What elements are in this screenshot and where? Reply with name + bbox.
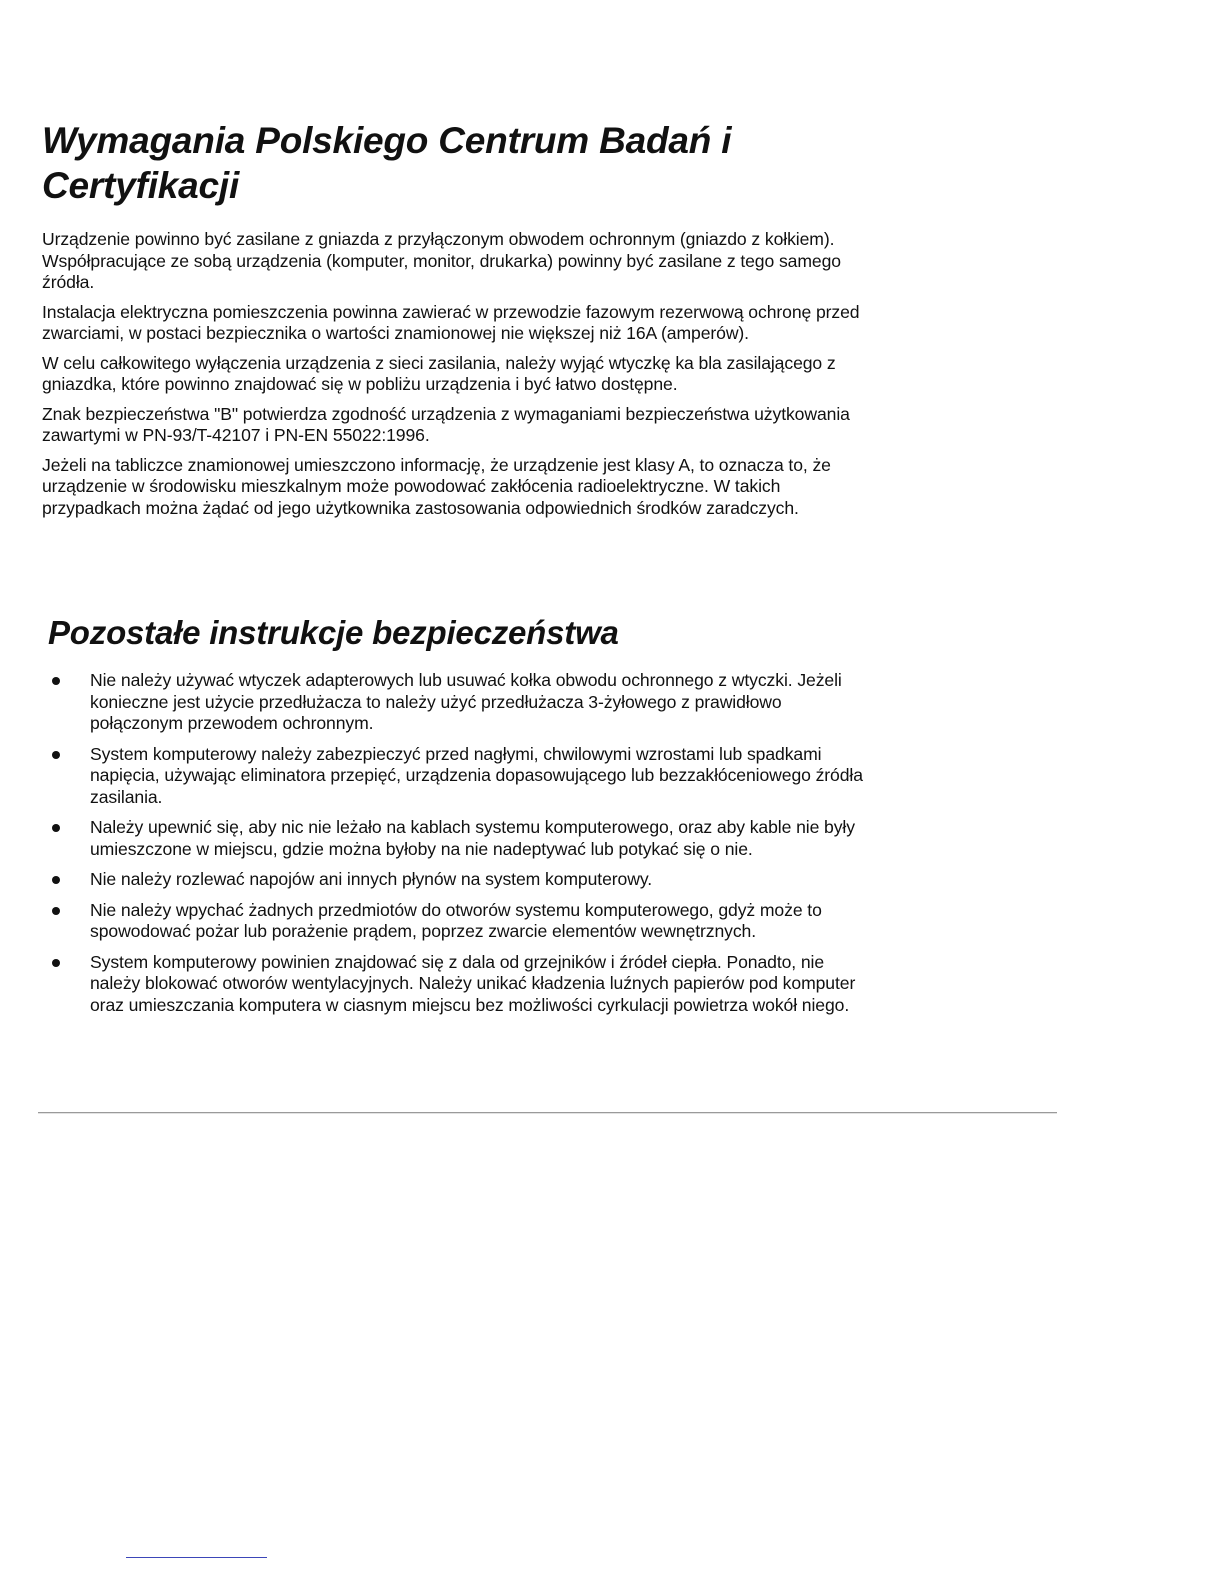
paragraph-power-disconnect: W celu całkowitego wyłączenia urządzenia z sieci zasilania, należy wyjąć wtyczkę ka bla zasilającego z gniazdka, które powinno znajdować się w pobliżu urządzenia i być łatwo dostępne.: [42, 352, 836, 394]
list-item-text: Należy upewnić się, aby nic nie leżało na kablach systemu komputerowego, oraz aby kable nie były umieszczone w miejscu, gdzie można byłoby na nie nadeptywać lub potykać się o nie.: [90, 817, 855, 859]
paragraph-safety-mark: Znak bezpieczeństwa "B" potwierdza zgodność urządzenia z wymaganiami bezpieczeństwa użytkowania zawartymi w PN-93/T-42107 i PN-EN 55022:1996.: [42, 403, 850, 445]
list-item: [48, 952, 868, 1017]
paragraph-grounded-socket: Urządzenie powinno być zasilane z gniazda z przyłączonym obwodem ochronnym (gniazdo z kołkiem). Współpracujące ze sobą urządzenia (komputer, monitor, drukarka) powinny być zasilane z tego samego źródła.: [42, 229, 841, 292]
list-item: [48, 744, 868, 809]
bullet-icon: [52, 824, 60, 832]
horizontal-divider: [38, 1112, 1057, 1114]
list-item: [48, 869, 868, 891]
section-title-pcbc: Wymagania Polskiego Centrum Badań i Certyfikacji: [42, 120, 732, 206]
bullet-icon: [52, 907, 60, 915]
list-item: [48, 817, 868, 860]
bullet-icon: [52, 677, 60, 685]
pcbc-requirements-text: [42, 229, 862, 527]
paragraph-class-a-notice: Jeżeli na tabliczce znamionowej umieszczono informację, że urządzenie jest klasy A, to oznacza to, że urządzenie w środowisku mieszkalnym może powodować zakłócenia radioelektryczne. W takich przypadkach można żądać od jego użytkownika zastosowania odpowiednich środków zaradczych.: [42, 454, 831, 518]
list-item: [48, 670, 868, 735]
footnote-rule: [126, 1557, 267, 1558]
list-item-text: System komputerowy powinien znajdować się z dala od grzejników i źródeł ciepła. Ponadto, nie należy blokować otworów wentylacyjnych. Należy unikać kładzenia luźnych papierów pod komputer oraz umieszczania komputera w ciasnym miejscu bez możliwości cyrkulacji powietrza wokół niego.: [90, 951, 856, 1015]
bullet-icon: [52, 751, 60, 759]
list-item-text: System komputerowy należy zabezpieczyć przed nagłymi, chwilowymi wzrostami lub spadkami napięcia, używając eliminatora przepięć, urządzenia dopasowującego lub bezzakłóceniowego źródła zasilania.: [90, 743, 863, 807]
list-item-text: Nie należy rozlewać napojów ani innych płynów na system komputerowy.: [90, 869, 653, 889]
section-title-other-safety: Pozostałe instrukcje bezpieczeństwa: [48, 614, 619, 651]
bullet-icon: [52, 959, 60, 967]
paragraph-fuse-protection: Instalacja elektryczna pomieszczenia powinna zawierać w przewodzie fazowym rezerwową ochronę przed zwarciami, w postaci bezpiecznika o wartości znamionowej nie większej niż 16A (amperów).: [42, 301, 860, 343]
list-item-text: Nie należy wpychać żadnych przedmiotów do otworów systemu komputerowego, gdyż może to spowodować pożar lub porażenie prądem, poprzez zwarcie elementów wewnętrznych.: [90, 899, 822, 941]
safety-instructions-list: [48, 670, 868, 1025]
list-item: [48, 900, 868, 943]
list-item-text: Nie należy używać wtyczek adapterowych lub usuwać kołka obwodu ochronnego z wtyczki. Jeżeli konieczne jest użycie przedłużacza to należy użyć przedłużacza 3-żyłowego z prawidłowo połączonym przewodem ochronnym.: [90, 670, 842, 733]
bullet-icon: [52, 876, 60, 884]
